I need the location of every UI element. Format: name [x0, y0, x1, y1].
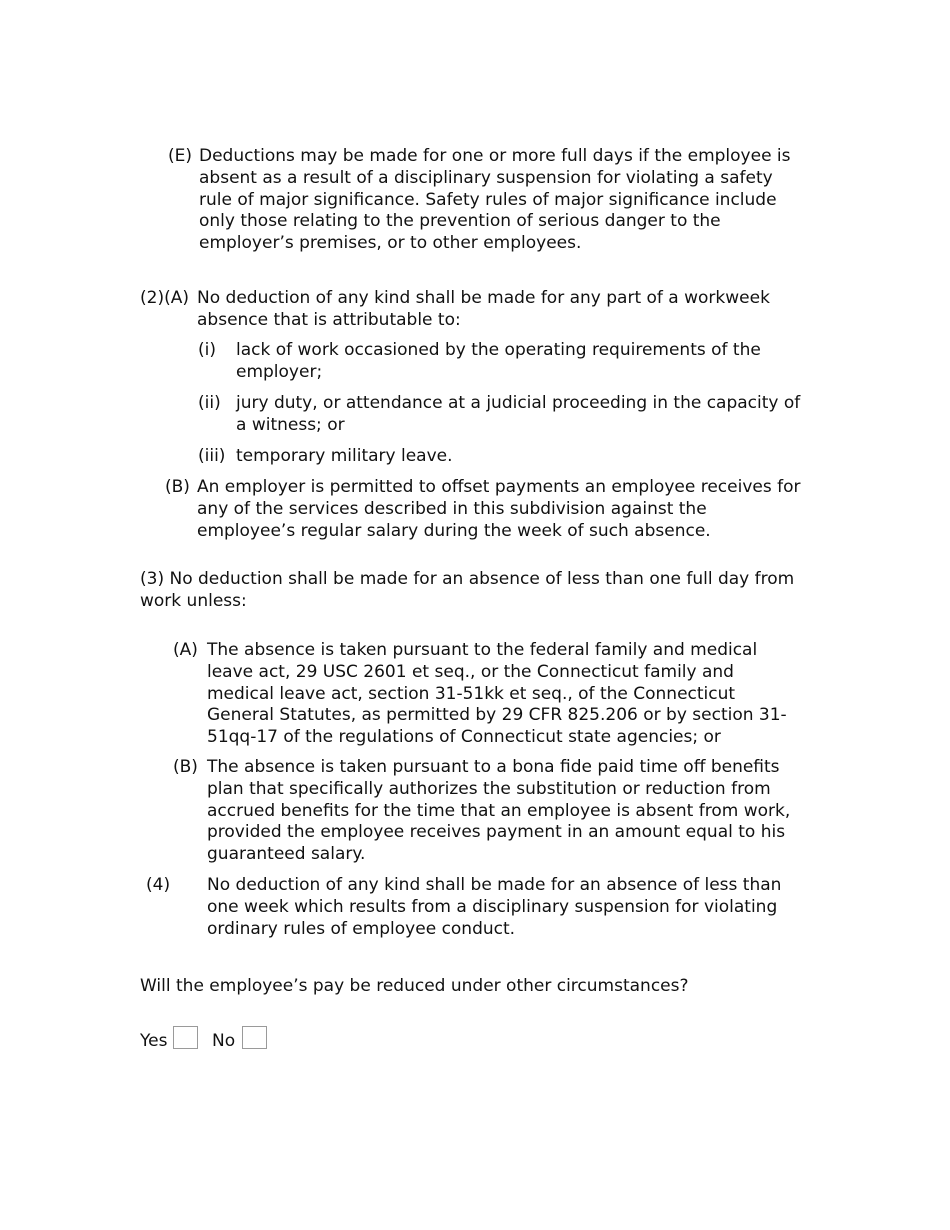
clause-label: (B): [173, 757, 198, 777]
clause-label: (A): [173, 640, 198, 660]
yes-label: Yes: [140, 1031, 168, 1051]
clause-text: temporary military leave.: [236, 446, 453, 466]
clause-text: The absence is taken pursuant to a bona fide paid time off benefits plan that specifically authorizes the substitution or reduction from accrued benefits for the time that an employee is absent from work, provided the employee receives payment in an amount equal to his guaranteed salary.: [207, 757, 791, 865]
clause-label: (2)(A): [140, 288, 189, 308]
clause-label: (i): [198, 340, 216, 360]
clause-text: (3) No deduction shall be made for an absence of less than one full day from work unless:: [140, 569, 795, 611]
clause-text: lack of work occasioned by the operating requirements of the employer;: [236, 340, 761, 382]
clause-label: (ii): [198, 393, 221, 413]
clause-text: No deduction of any kind shall be made for any part of a workweek absence that is attributable to:: [197, 288, 770, 330]
clause-3: [140, 569, 840, 613]
no-checkbox[interactable]: [242, 1026, 267, 1049]
question-text: Will the employee’s pay be reduced under other circumstances?: [140, 976, 689, 996]
yes-checkbox[interactable]: [173, 1026, 198, 1049]
clause-text: Deductions may be made for one or more full days if the employee is absent as a result of a disciplinary suspension for violating a safety rule of major significance. Safety rules of major significance include only those relating to the prevention of serious danger to the employer’s premises, or to other employees.: [199, 146, 791, 254]
clause-text: jury duty, or attendance at a judicial proceeding in the capacity of a witness; or: [236, 393, 801, 435]
clause-text: An employer is permitted to offset payments an employee receives for any of the services described in this subdivision against the employee’s regular salary during the week of such absence.: [197, 477, 801, 541]
clause-label: (4): [146, 875, 171, 895]
clause-text: The absence is taken pursuant to the federal family and medical leave act, 29 USC 2601 et seq., or the Connecticut family and medical leave act, section 31-51kk et seq., of the Connecticut General Statutes, as permitted by 29 CFR 825.206 or by section 31-51qq-17 of the regulations of Connecticut state agencies; or: [207, 640, 787, 748]
clause-label: (E): [168, 146, 193, 166]
clause-label: (B): [165, 477, 190, 497]
no-label: No: [212, 1031, 236, 1051]
clause-text: No deduction of any kind shall be made for an absence of less than one week which results from a disciplinary suspension for violating ordinary rules of employee conduct.: [207, 875, 782, 939]
clause-label: (iii): [198, 446, 226, 466]
